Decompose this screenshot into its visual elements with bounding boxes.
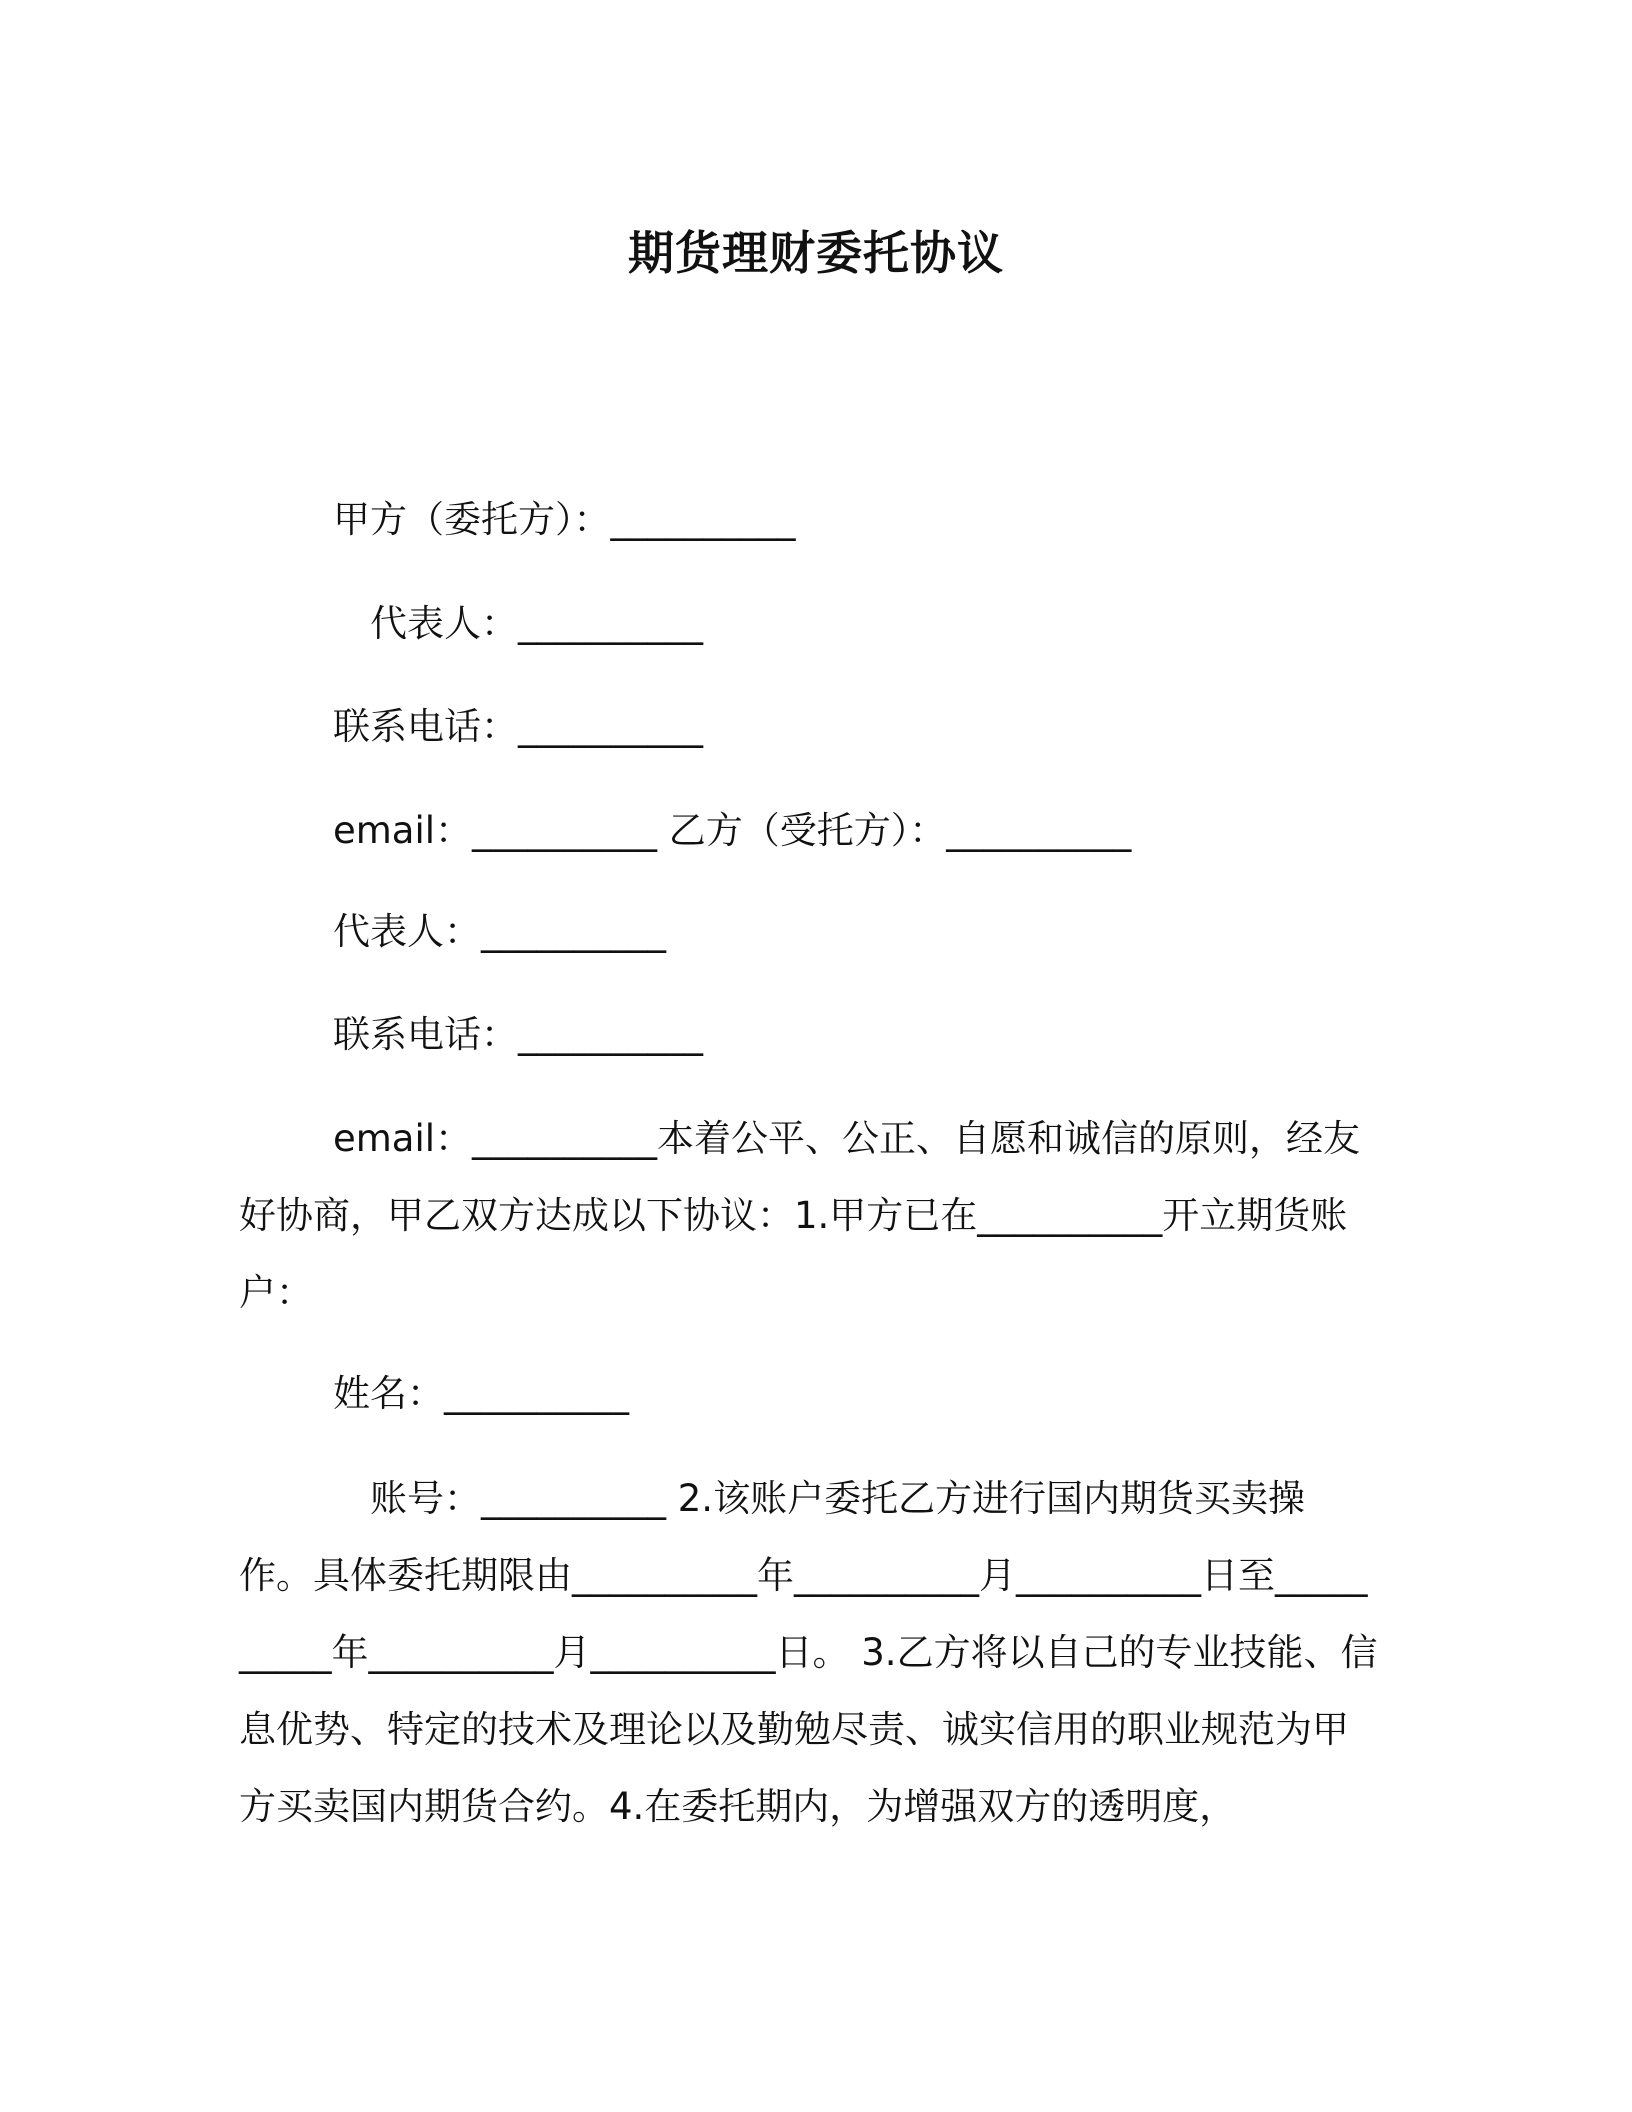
party-b-phone-line: 联系电话：__________ (333, 1013, 703, 1056)
party-a-phone-line: 联系电话：__________ (333, 705, 703, 748)
account-terms-paragraph: 账号：__________ 2.该账户委托乙方进行国内期货买卖操作。具体委托期限由__________年__________月__________日至__________年__________月__________日。 3.乙方将以自己的专业技能、信息优势、特定的技术及理论以及勤勉尽责、诚实信用的职业规范为甲方买卖国内期货合约。4.在委托期内，为增强双方的透明度， (239, 1477, 1378, 1828)
party-b-representative-line: 代表人：__________ (333, 910, 666, 953)
party-a-email-party-b-line: email：__________ 乙方（受托方）：__________ (333, 809, 1132, 852)
document-title: 期货理财委托协议 (628, 226, 1004, 280)
party-a-representative-line: 代表人：__________ (370, 602, 703, 645)
account-name-line: 姓名：__________ (333, 1372, 629, 1415)
agreement-intro-paragraph: email：__________本着公平、公正、自愿和诚信的原则，经友好协商，甲乙双方达成以下协议：1.甲方已在__________开立期货账户： (239, 1117, 1361, 1314)
party-a-line: 甲方（委托方）：__________ (333, 498, 796, 541)
